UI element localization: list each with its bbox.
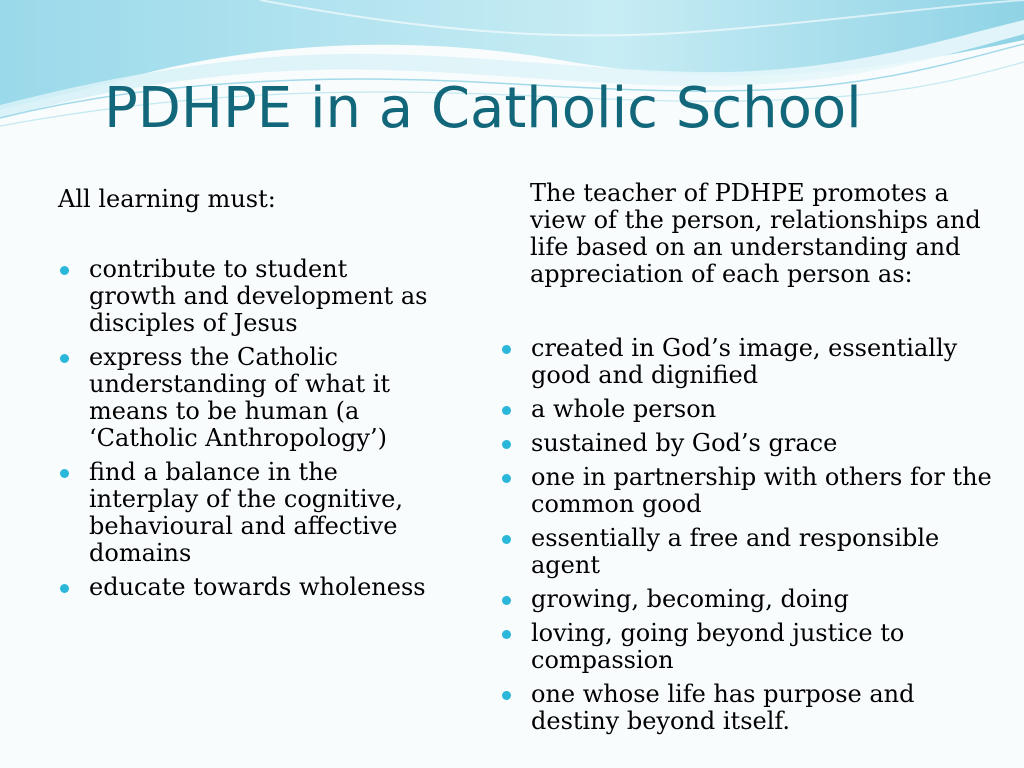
list-item — [58, 256, 428, 337]
list-item — [500, 396, 1010, 423]
right-bullet-list — [500, 335, 1010, 735]
list-item-text: educate towards wholeness — [89, 573, 426, 601]
bullet-dot-icon — [60, 354, 69, 363]
bullet-dot-icon — [502, 596, 511, 605]
bullet-dot-icon — [502, 345, 511, 354]
list-item — [58, 459, 428, 567]
list-item-text: loving, going beyond justice to compassion — [531, 619, 905, 674]
list-item — [58, 344, 428, 452]
list-item — [500, 681, 1010, 735]
list-item-text: one in partnership with others for the common good — [531, 463, 992, 518]
list-item — [500, 620, 1010, 674]
list-item-text: one whose life has purpose and destiny beyond itself. — [531, 680, 915, 735]
list-item-text: sustained by God’s grace — [531, 429, 838, 457]
list-item — [500, 525, 1010, 579]
list-item-text: express the Catholic understanding of what it means to be human (a ‘Catholic Anthropology’) — [89, 343, 391, 452]
list-item — [500, 586, 1010, 613]
left-intro: All learning must: — [58, 185, 276, 213]
list-item — [58, 574, 428, 601]
slide-title: PDHPE in a Catholic School — [104, 76, 862, 141]
bullet-dot-icon — [502, 535, 511, 544]
list-item — [500, 335, 1010, 389]
list-item-text: a whole person — [531, 395, 717, 423]
list-item — [500, 464, 1010, 518]
list-item-text: growing, becoming, doing — [531, 585, 849, 613]
list-item — [500, 430, 1010, 457]
bullet-dot-icon — [502, 691, 511, 700]
bullet-dot-icon — [60, 584, 69, 593]
left-bullet-list — [58, 256, 428, 601]
left-column — [58, 186, 428, 608]
bullet-dot-icon — [502, 630, 511, 639]
list-item-text: contribute to student growth and development as disciples of Jesus — [89, 255, 428, 337]
bullet-dot-icon — [502, 474, 511, 483]
right-column — [500, 180, 1010, 742]
bullet-dot-icon — [502, 406, 511, 415]
bullet-dot-icon — [502, 440, 511, 449]
bullet-dot-icon — [60, 266, 69, 275]
list-item-text: created in God’s image, essentially good and dignified — [531, 334, 958, 389]
bullet-dot-icon — [60, 469, 69, 478]
list-item-text: find a balance in the interplay of the cognitive, behavioural and affective domains — [89, 458, 403, 567]
right-intro: The teacher of PDHPE promotes a view of the person, relationships and life based on an understanding and appreciation of each person as: — [530, 179, 981, 288]
list-item-text: essentially a free and responsible agent — [531, 524, 940, 579]
